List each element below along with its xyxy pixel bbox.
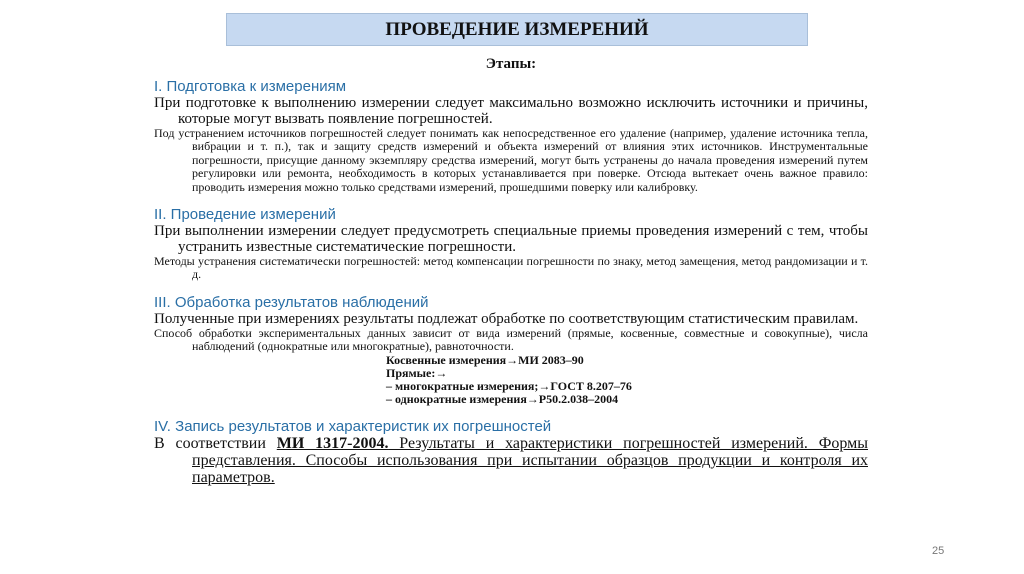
reference-item: Косвенные измерения→МИ 2083–90 <box>386 352 584 367</box>
section-3-heading: III. Обработка результатов наблюдений <box>154 293 429 311</box>
stages-label: Этапы: <box>485 56 537 72</box>
section-4-lead-rest: Результаты и характеристики погрешностей измерений. Формы представления. Способы использования при испытании образцов продукции и контроля их параметров. <box>192 434 869 486</box>
reference-item: Прямые:→ <box>386 365 448 380</box>
reference-item: – многократные измерения;→ГОСТ 8.207–76 <box>386 378 632 393</box>
page-number: 25 <box>932 545 945 557</box>
section-2-heading: II. Проведение измерений <box>154 206 336 224</box>
reference-item: – однократные измерения→Р50.2.038–2004 <box>386 391 619 406</box>
section-1-heading: I. Подготовка к измерениям <box>154 78 347 95</box>
section-1-detail: Под устранением источников погрешностей следует понимать как непосредственное его удаление (например, удаление источника тепла, вибрации и т. п.), так и защиту средств измерений и объекта измерений от влияния этих источников. Инструментальные погрешности, присущие данному экземпляру средства измерений, могут быть устранены до начала проведения измерений путем регулировки или ремонта, необходимость в которых устанавливается при поверке. Отсюда вытекает очень важное правило: проводить измерения можно только средствами измерений, прошедшими поверку или калибровку. <box>154 126 868 194</box>
title-banner <box>226 13 808 46</box>
section-4-heading: IV. Запись результатов и характеристик их погрешностей <box>154 417 552 435</box>
section-3-references <box>154 354 868 406</box>
section-2-detail: Методы устранения систематически погрешностей: метод компенсации погрешности по знаку, метод замещения, метод рандомизации и т. д. <box>154 254 868 282</box>
section-2-lead: При выполнении измерении следует предусмотреть специальные приемы проведения измерений с тем, чтобы устранить известные систематические погрешности. <box>154 223 868 256</box>
slide-content <box>154 56 868 486</box>
page-title: ПРОВЕДЕНИЕ ИЗМЕРЕНИЙ <box>385 18 649 40</box>
section-1-lead: При подготовке к выполнению измерении следует максимально возможно исключить источники и причины, которые могут вызвать появление погрешностей. <box>154 95 868 127</box>
section-3-lead: Полученные при измерениях результаты подлежат обработке по соответствующим статистическим правилам. <box>154 310 859 327</box>
section-4-lead-prefix: В соответствии <box>154 434 277 452</box>
section-3-detail: Способ обработки экспериментальных данных зависит от вида измерений (прямые, косвенные, совместные и совокупные), числа наблюдений (однократные или многократные), равноточности. <box>154 325 868 354</box>
section-4-lead <box>154 435 868 486</box>
section-4-doc-reference: МИ 1317-2004. <box>276 434 389 452</box>
